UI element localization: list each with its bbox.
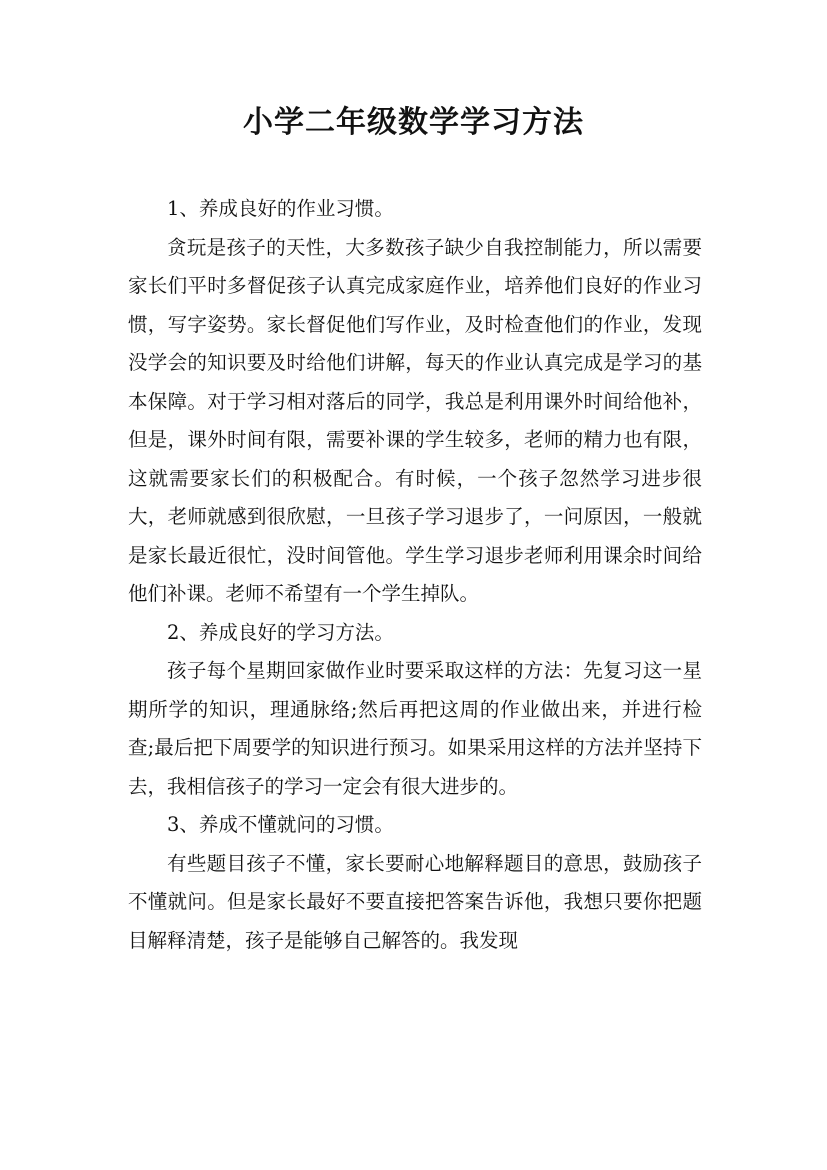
paragraph-3: 有些题目孩子不懂，家长要耐心地解释题目的意思，鼓励孩子不懂就问。但是家长最好不要直接把答案告诉他，我想只要你把题目解释清楚，孩子是能够自己解答的。我发现 — [128, 851, 702, 952]
section-heading-1: 1、养成良好的作业习惯。 — [167, 197, 394, 220]
section-heading-3: 3、养成不懂就问的习惯。 — [167, 813, 394, 836]
paragraph-2: 孩子每个星期回家做作业时要采取这样的方法：先复习这一星期所学的知识，理通脉络;然后再把这周的作业做出来，并进行检查;最后把下周要学的知识进行预习。如果采用这样的方法并坚持下去，我相信孩子的学习一定会有很大进步的。 — [128, 659, 702, 798]
section-heading-2: 2、养成良好的学习方法。 — [167, 620, 394, 644]
paragraph-1: 贪玩是孩子的天性，大多数孩子缺少自我控制能力，所以需要家长们平时多督促孩子认真完成家庭作业，培养他们良好的作业习惯，写字姿势。家长督促他们写作业，及时检查他们的作业，发现没学会的知识要及时给他们讲解，每天的作业认真完成是学习的基本保障。对于学习相对落后的同学，我总是利用课外时间给他补，但是，课外时间有限，需要补课的学生较多，老师的精力也有限，这就需要家长们的积极配合。有时候，一个孩子忽然学习进步很大，老师就感到很欣慰，一旦孩子学习退步了，一问原因，一般就是家长最近很忙，没时间管他。学生学习退步老师利用课余时间给他们补课。老师不希望有一个学生掉队。 — [128, 235, 702, 605]
document-body — [128, 190, 702, 960]
document-title: 小学二年级数学学习方法 — [243, 105, 584, 140]
